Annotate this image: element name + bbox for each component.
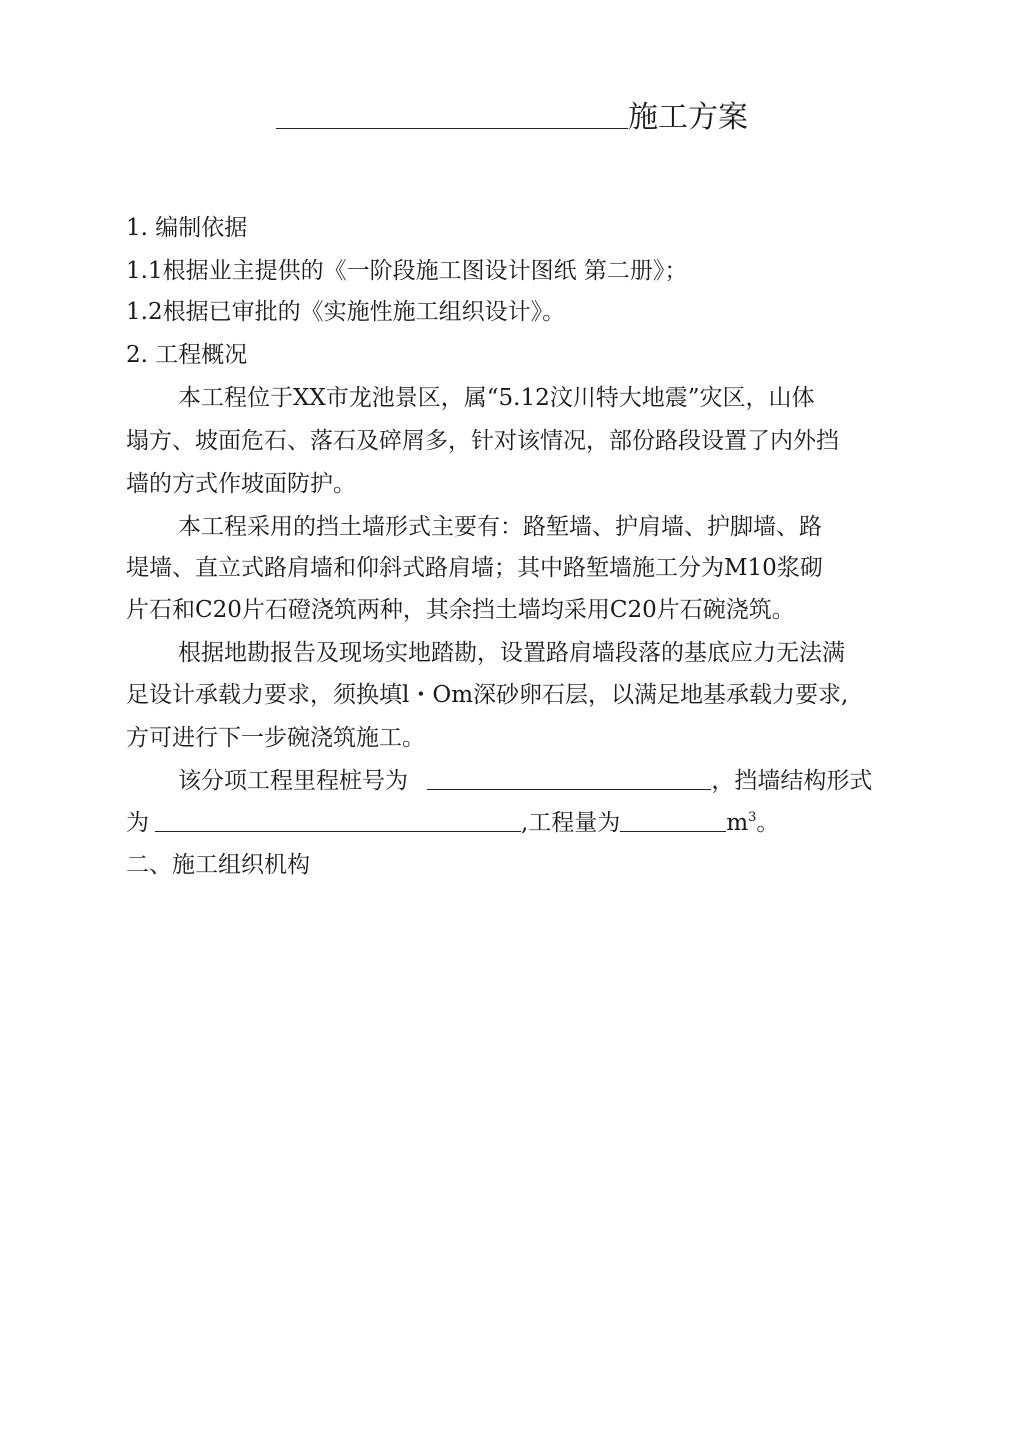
- mileage-label: 该分项工程里程桩号为: [178, 768, 408, 794]
- section-heading-organization: 二、施工组织机构: [126, 852, 310, 878]
- page-title: [0, 92, 1024, 136]
- paragraph-2-line-1: 本工程采用的挡土墙形式主要有：路堑墙、护肩墙、护脚墙、路: [178, 514, 822, 540]
- paragraph-4-line-2: [126, 808, 779, 838]
- mileage-blank: [427, 769, 711, 790]
- quantity-end-mark: 。: [756, 810, 780, 836]
- structure-prefix: 为: [126, 810, 149, 836]
- paragraph-3-line-3: 方可进行下一步碗浇筑施工。: [126, 725, 425, 751]
- paragraph-4-line-1: [178, 766, 872, 796]
- title-text: 施工方案: [628, 100, 748, 135]
- paragraph-1-line-2: 塌方、坡面危石、落石及碎屑多，针对该情况，部份路段设置了内外挡: [126, 428, 839, 454]
- paragraph-2-line-3: 片石和C20片石磴浇筑两种，其余挡土墙均采用C20片石碗浇筑。: [126, 597, 795, 623]
- paragraph-2-line-2: 堤墙、直立式路肩墙和仰斜式路肩墙；其中路堑墙施工分为M10浆砌: [126, 555, 823, 581]
- paragraph-3-line-2: 足设计承载力要求，须换填l・Om深砂卵石层，以满足地基承载力要求,: [126, 682, 849, 708]
- paragraph-1-line-3: 墙的方式作坡面防护。: [126, 471, 356, 497]
- paragraph-1-line-1: 本工程位于XX市龙池景区，属“5.12汶川特大地震”灾区，山体: [178, 385, 815, 411]
- section-heading-basis: 1. 编制依据: [126, 215, 248, 241]
- basis-item-2: 1.2根据已审批的《实施性施工组织设计》。: [126, 299, 566, 325]
- title-blank: [276, 104, 628, 129]
- section-heading-overview: 2. 工程概况: [126, 342, 248, 368]
- quantity-blank: [620, 811, 726, 832]
- structure-label: ，挡墙结构形式: [711, 768, 873, 794]
- quantity-label: ,工程量为: [521, 810, 621, 836]
- paragraph-3-line-1: 根据地勘报告及现场实地踏勘，设置路肩墙段落的基底应力无法满: [178, 640, 845, 666]
- quantity-unit: m: [726, 810, 749, 836]
- structure-blank: [155, 811, 521, 832]
- quantity-unit-exponent: 3: [748, 810, 757, 825]
- basis-item-1: 1.1根据业主提供的《一阶段施工图设计图纸 第二册》；: [126, 258, 688, 284]
